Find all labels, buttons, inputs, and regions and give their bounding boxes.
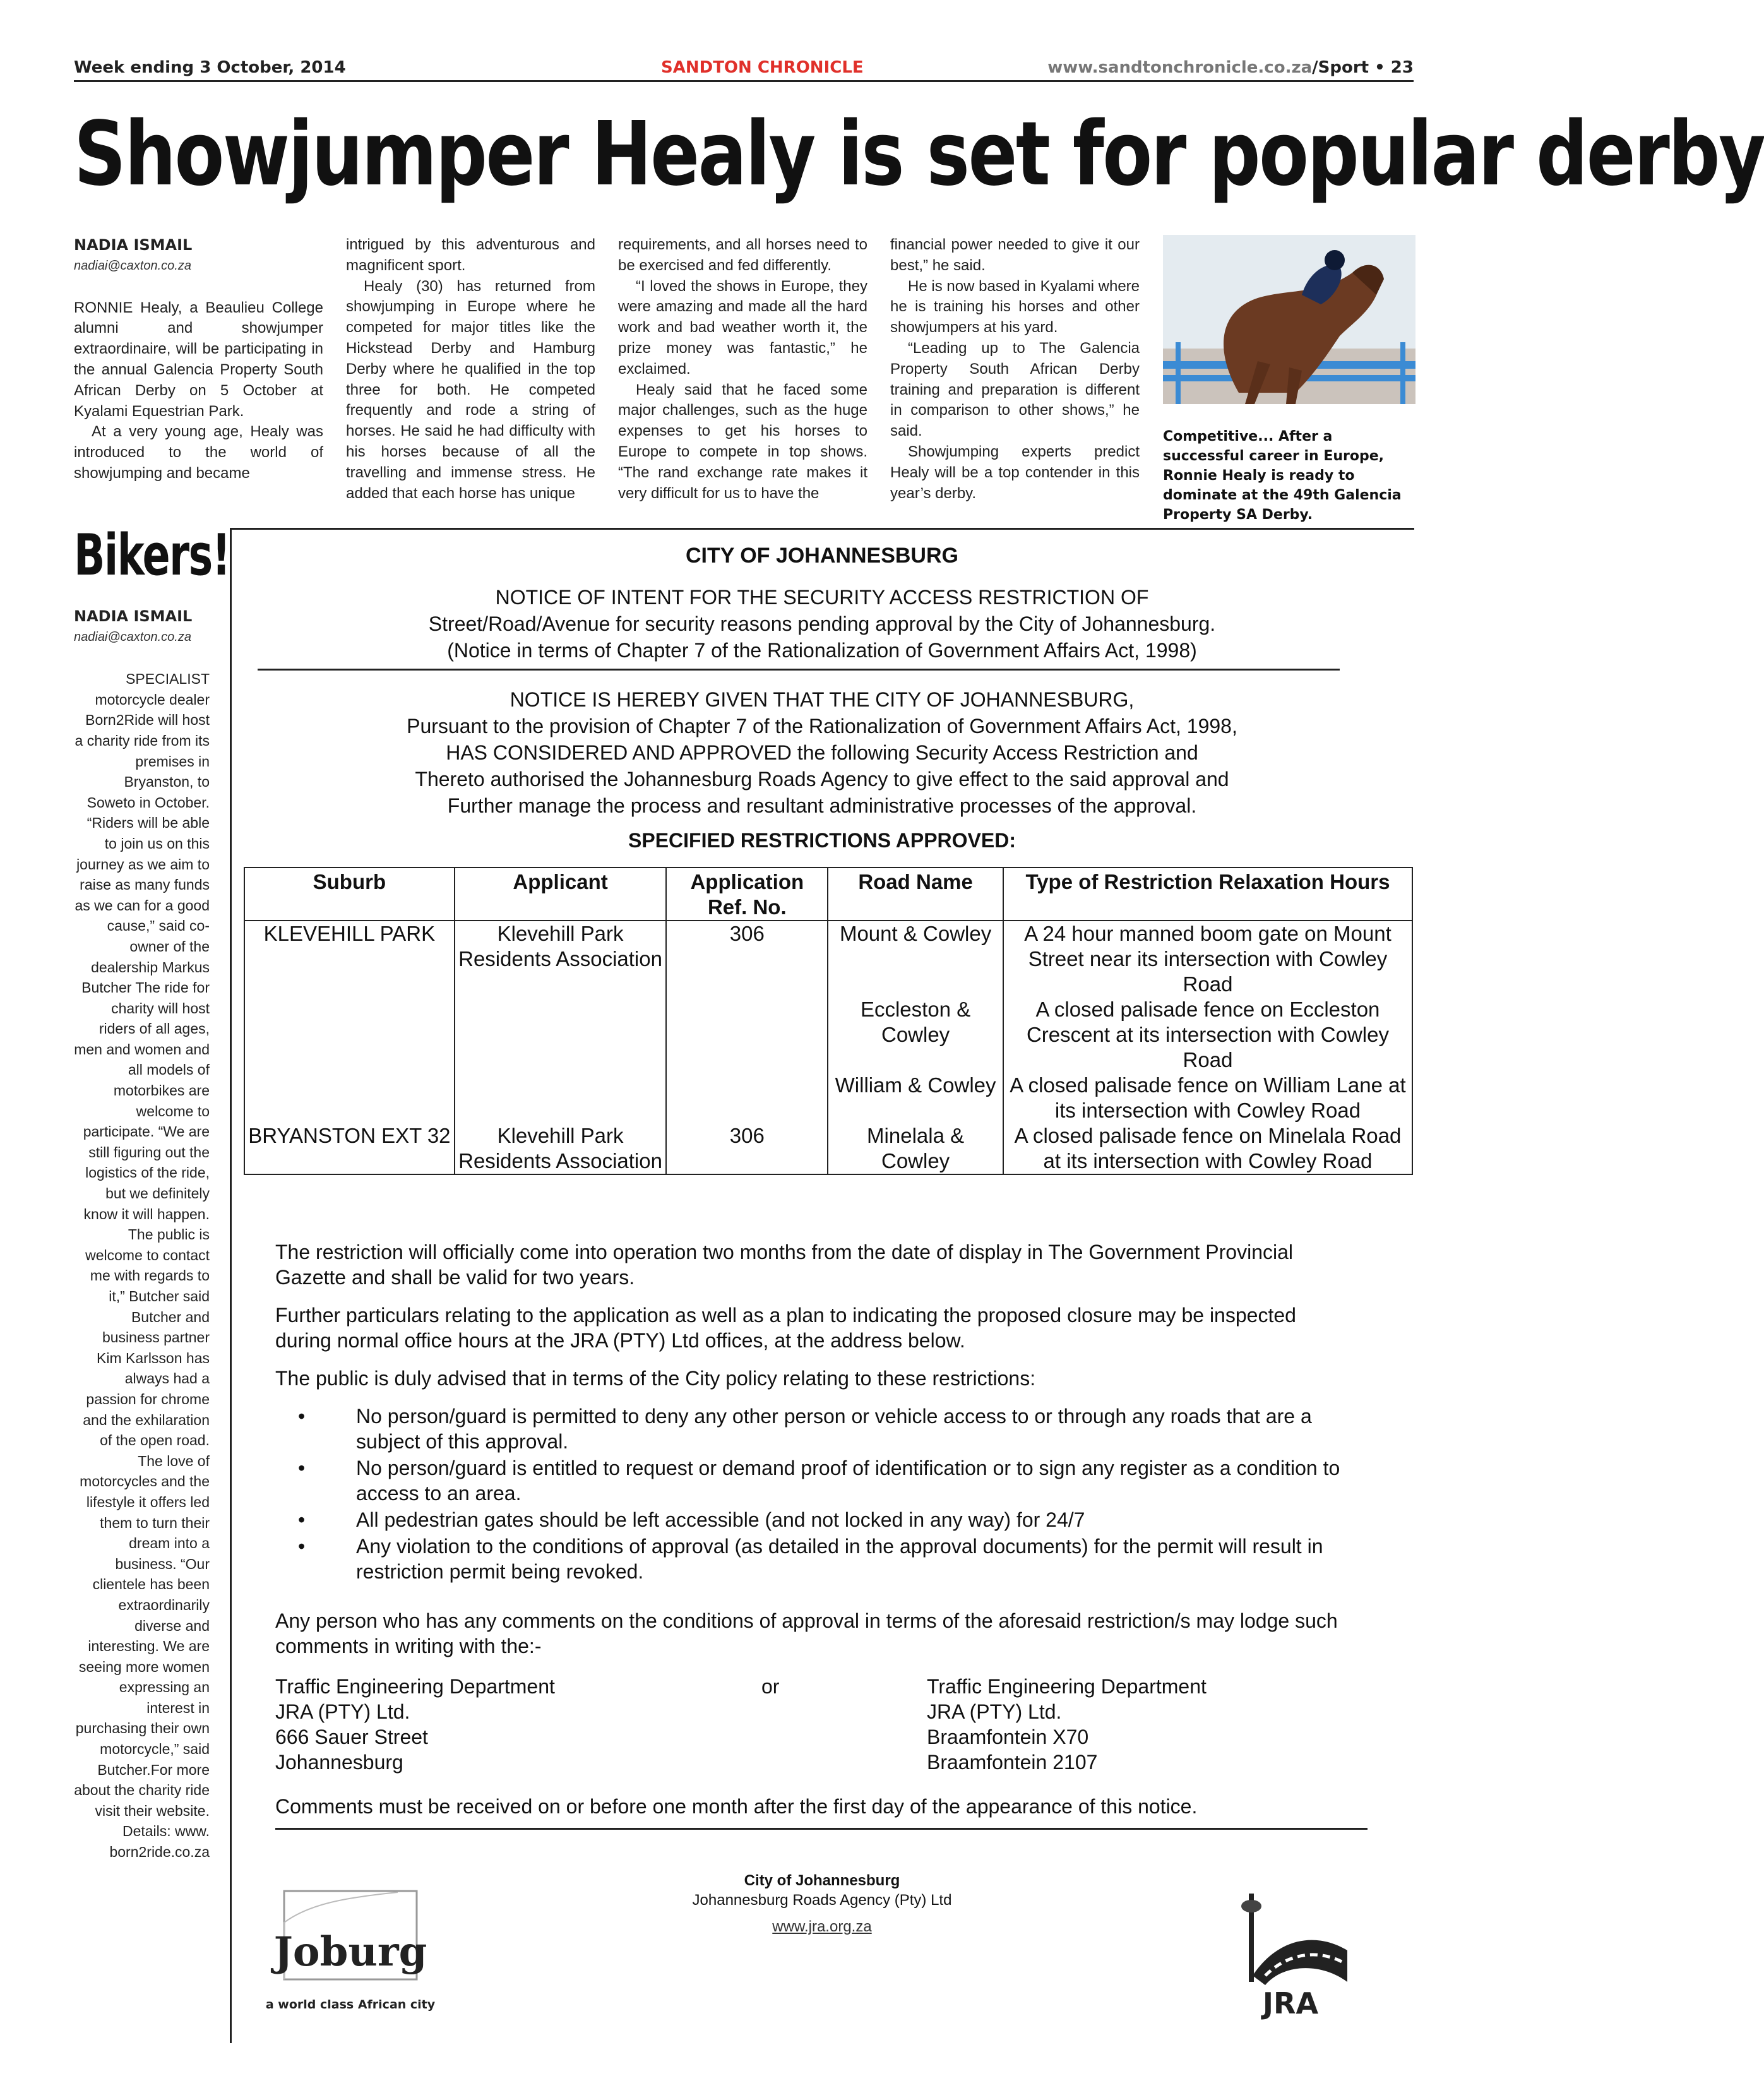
footer-url[interactable]: www.jra.org.za (772, 1918, 872, 1935)
address-line: Traffic Engineering Department (275, 1675, 555, 1698)
notice-intent-line: (Notice in terms of Chapter 7 of the Rationalization of Government Affairs Act, 1998) (447, 639, 1197, 662)
col-applicant: Applicant (455, 868, 667, 921)
rule-text: No person/guard is entitled to request or demand proof of identification or to sign any register as a condition to access to an area. (356, 1457, 1340, 1505)
article-column-2 (346, 235, 595, 504)
bikers-body: SPECIALIST motorcycle dealer Born2Ride will host a charity ride from its premises in Bryanston, to Soweto in October. “Riders will be able to join us on this journey as we aim to raise as many funds as we can for a good cause,” said co-owner of the dealership Markus Butcher The ride for charity will host riders of all ages, men and women and all models of motorbikes are welcome to participate. “We are still figuring out the logistics of the ride, but we definitely know it will happen. The public is welcome to contact me with regards to it,” Butcher said Butcher and business partner Kim Karlsson has always had a passion for chrome and the exhilaration of the open road. The love of motorcycles and the lifestyle it offers led them to turn their dream into a business. “Our clientele has been extraordinarily diverse and interesting. We are seeing more women expressing an interest in purchasing their own motorcycle,” said Butcher.For more about the charity ride visit their website. Details: www. born2ride.co.za (74, 671, 210, 1861)
address-braamfontein (927, 1674, 1207, 1775)
col-restriction-type: Type of Restriction Relaxation Hours (1003, 868, 1412, 921)
table-row (244, 921, 1412, 997)
cell-ref-no (666, 997, 828, 1073)
address-line: Traffic Engineering Department (927, 1675, 1207, 1698)
bikers-email: nadiai@caxton.co.za (74, 629, 191, 644)
list-item (298, 1404, 1371, 1454)
address-johannesburg (275, 1674, 555, 1775)
col-road-name: Road Name (828, 868, 1003, 921)
bullet-icon: • (298, 1508, 306, 1531)
footer-city: City of Johannesburg (744, 1872, 900, 1889)
article-column-3 (618, 235, 867, 504)
bikers-headline: Bikers! (74, 522, 230, 588)
svg-text:a world class African city: a world class African city (265, 1998, 436, 2012)
article-paragraph: He is now based in Kyalami where he is training his horses and other showjumpers at his yard. (890, 277, 1140, 337)
notice-given-line: NOTICE IS HEREBY GIVEN THAT THE CITY OF JOHANNESBURG, (510, 688, 1135, 711)
article-paragraph: Healy (30) has returned from showjumping in Europe where he competed for major titles like the Hickstead Derby and Hamburg Derby where he qualified in the top three for both. He competed frequently and rode a string of horses. He said he had difficulty with his horses because of all the travelling and immense stress. He added that each horse has unique (346, 277, 595, 502)
rule-text: All pedestrian gates should be left accessible (and not locked in any way) for 24/7 (356, 1508, 1085, 1531)
address-or: or (761, 1675, 780, 1698)
notice-given-line: HAS CONSIDERED AND APPROVED the following Security Access Restriction and (446, 741, 1198, 764)
cell-restriction-type: A closed palisade fence on Minelala Road at its intersection with Cowley Road (1003, 1123, 1412, 1174)
article-byline: NADIA ISMAIL (74, 236, 193, 254)
cell-suburb (244, 997, 455, 1073)
notice-given-line: Pursuant to the provision of Chapter 7 of the Rationalization of Government Affairs Act, 1998, (407, 715, 1237, 737)
notice-intent (230, 584, 1414, 664)
address-line: Braamfontein 2107 (927, 1751, 1098, 1774)
notice-operation-paragraph: The restriction will officially come into operation two months from the date of display in The Government Provincial Gazette and shall be valid for two years. (275, 1241, 1293, 1289)
cell-restriction-type: A closed palisade fence on Eccleston Crescent at its intersection with Cowley Road (1003, 997, 1412, 1073)
article-headline: Showjumper Healy is set for popular derby (74, 103, 1764, 206)
table-row (244, 1073, 1412, 1123)
address-line: JRA (PTY) Ltd. (927, 1700, 1062, 1723)
cell-suburb: BRYANSTON EXT 32 (244, 1123, 455, 1174)
article-paragraph: Showjumping experts predict Healy will be a top contender in this year’s derby. (890, 443, 1140, 502)
article-column-4 (890, 235, 1140, 504)
table-header-row (244, 868, 1412, 921)
section-page: /Sport • 23 (1312, 58, 1414, 77)
cell-applicant: Klevehill Park Residents Association (455, 921, 667, 997)
svg-text:Joburg: Joburg (273, 1928, 427, 1976)
specified-heading: SPECIFIED RESTRICTIONS APPROVED: (628, 829, 1016, 852)
notice-deadline-paragraph: Comments must be received on or before one month after the first day of the appearance of this notice. (275, 1795, 1198, 1818)
bullet-icon: • (298, 1457, 306, 1479)
article-paragraph: “Leading up to The Galencia Property South African Derby training and preparation is different in comparison to other shows,” he said. (890, 339, 1140, 440)
footer-agency: Johannesburg Roads Agency (Pty) Ltd (692, 1892, 952, 1909)
cell-ref-no (666, 1073, 828, 1123)
table-row (244, 1123, 1412, 1174)
cell-ref-no: 306 (666, 1123, 828, 1174)
list-item (298, 1534, 1371, 1584)
notice-intent-line: Street/Road/Avenue for security reasons pending approval by the City of Johannesburg. (428, 612, 1216, 635)
cell-suburb (244, 1073, 455, 1123)
city-notice (230, 528, 1414, 2043)
bullet-icon: • (298, 1405, 306, 1428)
photo-caption: Competitive... After a successful career in Europe, Ronnie Healy is ready to dominate at the 49th Galencia Property SA Derby. (1163, 429, 1402, 523)
bikers-byline: NADIA ISMAIL (74, 607, 193, 625)
svg-text:JRA: JRA (1262, 1986, 1319, 2020)
notice-given (230, 686, 1414, 819)
article-paragraph: At a very young age, Healy was introduced to the world of showjumping and became (74, 423, 323, 482)
address-line: JRA (PTY) Ltd. (275, 1700, 410, 1723)
table-row (244, 997, 1412, 1073)
cell-road-name: Minelala & Cowley (828, 1123, 1003, 1174)
notice-rules-list (298, 1404, 1371, 1585)
notice-end-divider (275, 1828, 1368, 1830)
cell-road-name: William & Cowley (828, 1073, 1003, 1123)
page-header (74, 56, 1414, 82)
rule-text: Any violation to the conditions of approval (as detailed in the approval documents) for the permit will result in restriction permit being revoked. (356, 1535, 1323, 1583)
bikers-article (74, 606, 210, 1863)
issue-date: Week ending 3 October, 2014 (74, 58, 346, 77)
notice-given-line: Further manage the process and resultant administrative processes of the approval. (447, 794, 1197, 817)
cell-road-name: Eccleston & Cowley (828, 997, 1003, 1073)
cell-ref-no: 306 (666, 921, 828, 997)
list-item (298, 1455, 1371, 1506)
notice-comments-paragraph: Any person who has any comments on the conditions of approval in terms of the aforesaid restriction/s may lodge such comments in writing with the:- (275, 1609, 1338, 1657)
notice-given-line: Thereto authorised the Johannesburg Roads Agency to give effect to the said approval and (415, 768, 1229, 790)
rule-text: No person/guard is permitted to deny any other person or vehicle access to or through any roads that are a subject of this approval. (356, 1405, 1312, 1453)
cell-applicant (455, 997, 667, 1073)
horse-rider-illustration (1163, 235, 1415, 404)
article-column-1 (74, 235, 323, 484)
section-info (1047, 58, 1414, 77)
bullet-icon: • (298, 1535, 306, 1558)
list-item (298, 1507, 1371, 1532)
notice-particulars-paragraph: Further particulars relating to the application as well as a plan to indicating the proposed closure may be inspected during normal office hours at the JRA (PTY) Ltd offices, at the address below. (275, 1304, 1296, 1352)
article-paragraph: “I loved the shows in Europe, they were amazing and made all the hard work and bad weather worth it, the prize money was fantastic,” he exclaimed. (618, 277, 867, 378)
notice-divider (258, 669, 1340, 671)
article-paragraph: intrigued by this adventurous and magnificent sport. (346, 236, 595, 274)
site-url[interactable]: www.sandtonchronicle.co.za (1047, 58, 1313, 77)
address-line: Johannesburg (275, 1751, 403, 1774)
cell-restriction-type: A 24 hour manned boom gate on Mount Street near its intersection with Cowley Road (1003, 921, 1412, 997)
article-paragraph: financial power needed to give it our best,” he said. (890, 236, 1140, 274)
col-suburb: Suburb (244, 868, 455, 921)
article-paragraph: Healy said that he faced some major challenges, such as the huge expenses to get his horses to Europe to compete in top shows. “The rand exchange rate makes it very difficult for us to have the (618, 381, 867, 502)
cell-restriction-type: A closed palisade fence on William Lane at its intersection with Cowley Road (1003, 1073, 1412, 1123)
jra-logo-icon (1227, 1881, 1354, 2020)
col-ref-no: Application Ref. No. (666, 868, 828, 921)
notice-advice-paragraph: The public is duly advised that in terms of the City policy relating to these restrictions: (275, 1367, 1036, 1390)
publication-name: SANDTON CHRONICLE (661, 58, 864, 77)
showjumper-photo (1163, 235, 1415, 404)
address-line: Braamfontein X70 (927, 1726, 1089, 1748)
address-line: 666 Sauer Street (275, 1726, 428, 1748)
article-paragraph: requirements, and all horses need to be exercised and fed differently. (618, 236, 867, 274)
cell-road-name: Mount & Cowley (828, 921, 1003, 997)
cell-applicant: Klevehill Park Residents Association (455, 1123, 667, 1174)
article-email: nadiai@caxton.co.za (74, 258, 191, 273)
notice-title: CITY OF JOHANNESBURG (686, 544, 958, 568)
restrictions-table (244, 867, 1413, 1175)
joburg-logo-icon (265, 1885, 436, 2017)
article-paragraph: RONNIE Healy, a Beaulieu College alumni and showjumper extraordinaire, will be participating in the annual Galencia Property South African Derby on 5 October at Kyalami Equestrian Park. (74, 299, 323, 420)
notice-intent-line: NOTICE OF INTENT FOR THE SECURITY ACCESS RESTRICTION OF (495, 586, 1149, 609)
cell-suburb: KLEVEHILL PARK (244, 921, 455, 997)
cell-applicant (455, 1073, 667, 1123)
